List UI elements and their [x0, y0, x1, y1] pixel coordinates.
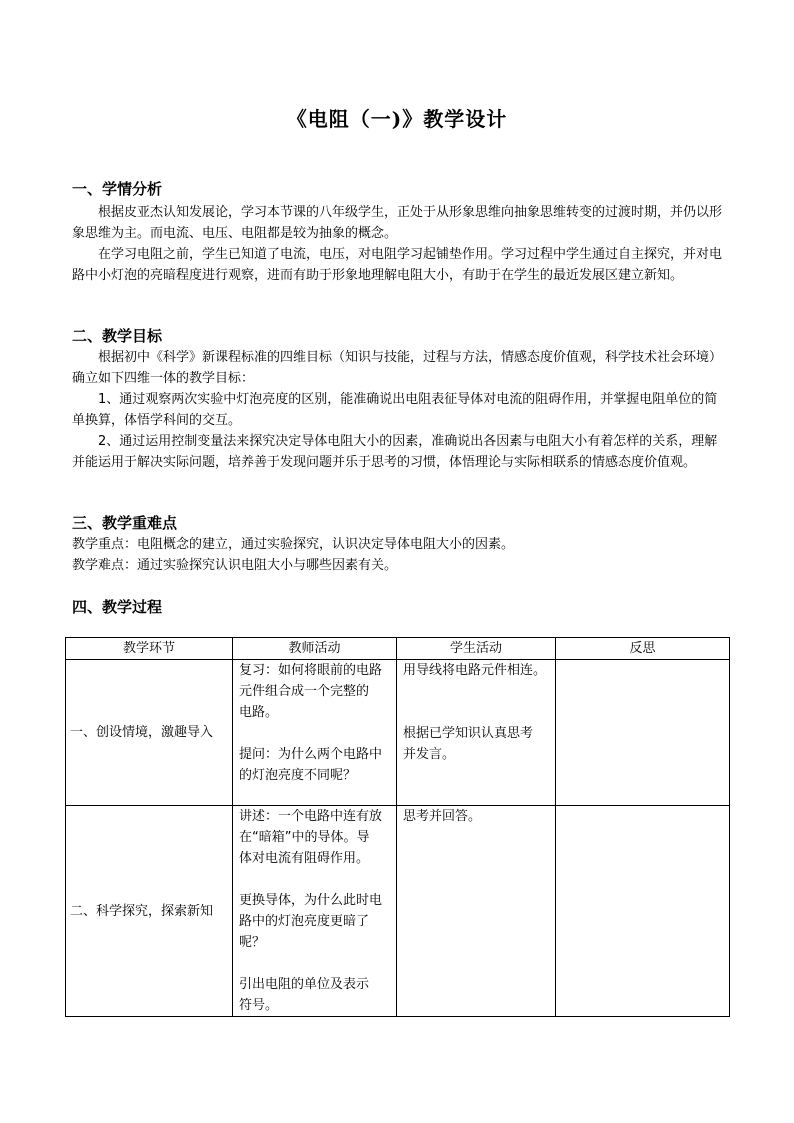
- cell-line: 复习：如何将眼前的电路: [239, 663, 383, 678]
- header-reflection: 反思: [556, 638, 730, 660]
- analysis-paragraph-1: 根据皮亚杰认知发展论，学习本节课的八年级学生，正处于从形象思维向抽象思维转变的过渡时期，并仍以形象思维为主。而电流、电压、电阻都是较为抽象的概念。: [72, 205, 723, 241]
- teacher-activity-cell: [233, 660, 397, 806]
- table-row: [66, 806, 730, 1017]
- cell-line: 讲述：一个电路中连有放: [239, 809, 383, 824]
- stage-cell: 二、科学探究，探索新知: [66, 806, 233, 1017]
- cell-line: 提问：为什么两个电路中: [239, 747, 383, 762]
- cell-gap: [239, 953, 390, 974]
- section-heading-process: 四、教学过程: [72, 598, 163, 616]
- cell-gap: [403, 702, 549, 723]
- goals-paragraph-intro: 根据初中《科学》新课程标准的四维目标（知识与技能，过程与方法，情感态度价值观，科学技术社会环境）确立如下四维一体的教学目标：: [72, 350, 723, 386]
- cell-line: 电路。: [239, 705, 279, 720]
- cell-line: 根据已学知识认真思考: [403, 726, 534, 741]
- table-row: [66, 660, 730, 806]
- reflection-cell: [556, 660, 730, 806]
- student-activity-cell: [397, 806, 556, 1017]
- goals-paragraph-2: 2、通过运用控制变量法来探究决定导体电阻大小的因素，准确说出各因素与电阻大小有着怎样的关系，理解并能运用于解决实际问题，培养善于发现问题并乐于思考的习惯，体悟理论与实际相联系的情感态度价值观。: [72, 434, 718, 470]
- reflection-cell: [556, 806, 730, 1017]
- header-stage: 教学环节: [66, 638, 233, 660]
- cell-gap: [403, 681, 549, 702]
- table-header-row: [66, 638, 730, 660]
- cell-line: 引出电阻的单位及表示: [239, 977, 370, 992]
- stage-cell: 一、创设情境，激趣导入: [66, 660, 233, 806]
- cell-line: 用导线将电路元件相连。: [403, 663, 547, 678]
- cell-line: 更换导体，为什么此时电: [239, 893, 383, 908]
- cell-gap: [239, 723, 390, 744]
- key-point-difficulty: 教学难点：通过实验探究认识电阻大小与哪些因素有关。: [72, 558, 398, 573]
- section-heading-key-points: 三、教学重难点: [72, 514, 178, 532]
- teacher-activity-cell: [233, 806, 397, 1017]
- document-title: 《电阻（一)》教学设计: [286, 107, 508, 131]
- section-heading-goals: 二、教学目标: [72, 327, 163, 345]
- cell-line: 路中的灯泡亮度更暗了: [239, 914, 370, 929]
- cell-gap: [239, 869, 390, 890]
- cell-line: 并发言。: [403, 747, 456, 762]
- cell-line: 符号。: [239, 998, 279, 1013]
- header-student-activity: 学生活动: [397, 638, 556, 660]
- cell-line: 元件组合成一个完整的: [239, 684, 370, 699]
- student-activity-cell: [397, 660, 556, 806]
- cell-line: 呢？: [239, 935, 266, 950]
- cell-line: 思考并回答。: [403, 809, 482, 824]
- goals-paragraph-1: 1、通过观察两次实验中灯泡亮度的区别，能准确说出电阻表征导体对电流的阻碍作用，并掌握电阻单位的简单换算，体悟学科间的交互。: [72, 392, 718, 428]
- cell-line: 在“暗箱”中的导体。导: [239, 830, 370, 845]
- key-point-focus: 教学重点：电阻概念的建立，通过实验探究，认识决定导体电阻大小的因素。: [72, 537, 515, 552]
- process-table: [65, 637, 730, 1017]
- cell-line: 的灯泡亮度不同呢？: [239, 768, 357, 783]
- cell-line: 体对电流有阻碍作用。: [239, 851, 370, 866]
- header-teacher-activity: 教师活动: [233, 638, 397, 660]
- section-heading-analysis: 一、学情分析: [72, 180, 163, 198]
- analysis-paragraph-2: 在学习电阻之前，学生已知道了电流，电压，对电阻学习起铺垫作用。学习过程中学生通过自主探究，并对电路中小灯泡的亮暗程度进行观察，进而有助于形象地理解电阻大小，有助于在学生的最近发展区建立新知。: [72, 247, 723, 283]
